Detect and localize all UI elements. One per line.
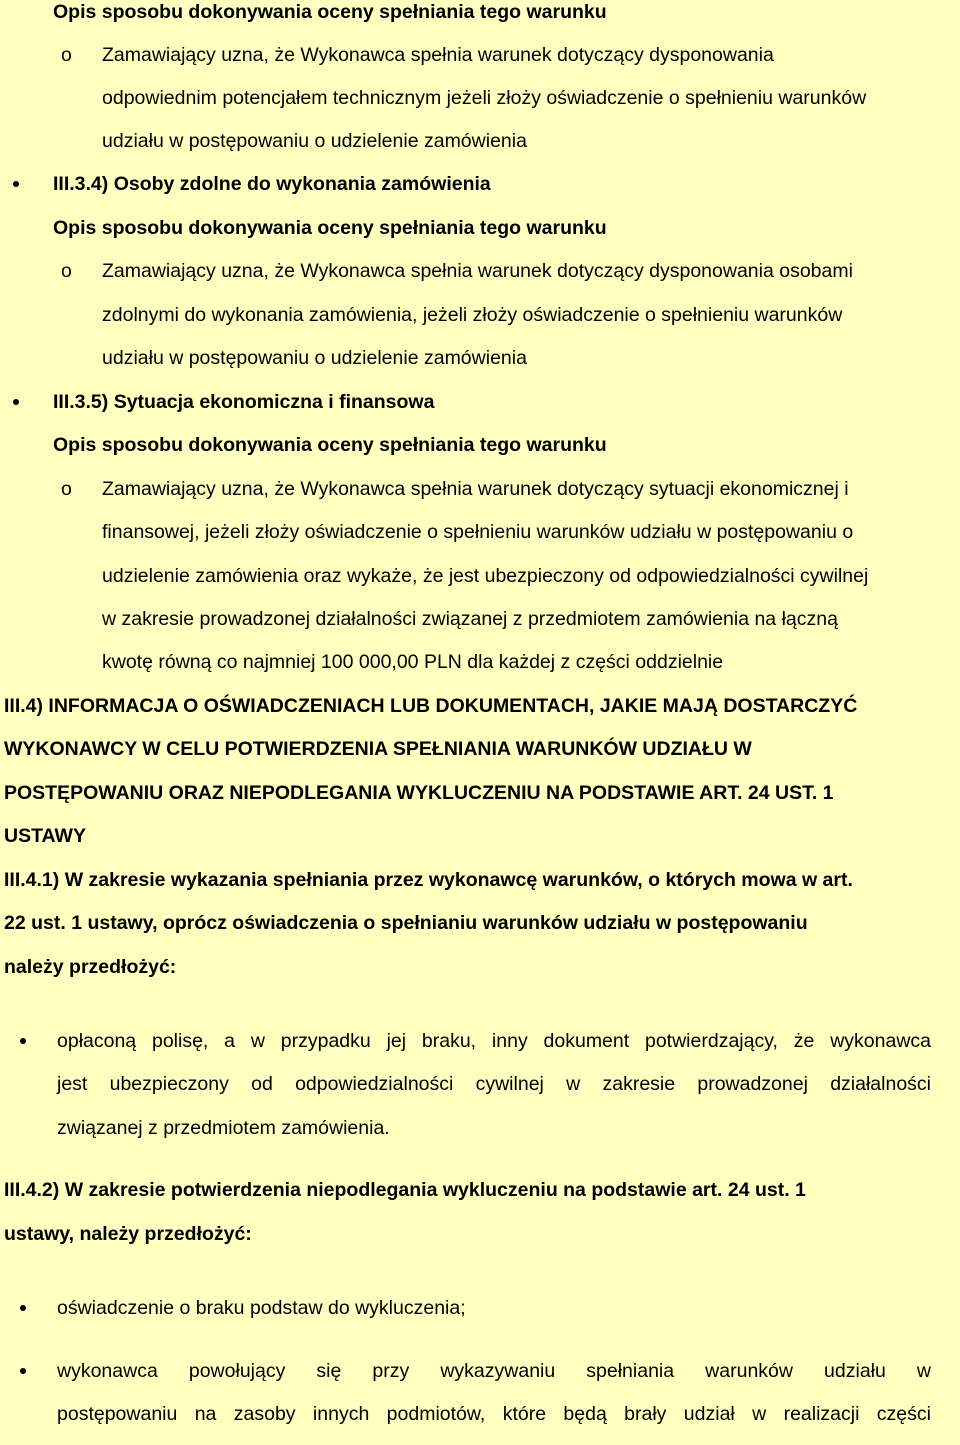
circle-bullet-icon: o bbox=[61, 260, 72, 282]
paragraph-line: kwotę równą co najmniej 100 000,00 PLN dla każdej z części oddzielnie bbox=[102, 651, 724, 673]
paragraph-line: Zamawiający uzna, że Wykonawca spełnia warunek dotyczący sytuacji ekonomicznej i bbox=[102, 478, 849, 500]
subsection-heading: III.4.1) W zakresie wykazania spełniania przez wykonawcę warunków, o których mowa w art. bbox=[4, 869, 853, 891]
paragraph-line: odpowiednim potencjałem technicznym jeżeli złoży oświadczenie o spełnieniu warunków bbox=[102, 87, 867, 109]
paragraph-line: zdolnymi do wykonania zamówienia, jeżeli złoży oświadczenie o spełnieniu warunków bbox=[102, 304, 843, 326]
subsection-heading: 22 ust. 1 ustawy, oprócz oświadczenia o spełnianiu warunków udziału w postępowaniu bbox=[4, 912, 808, 934]
paragraph-line: udzielenie zamówienia oraz wykaże, że jest ubezpieczony od odpowiedzialności cywilnej bbox=[102, 565, 869, 587]
section-title: III.3.5) Sytuacja ekonomiczna i finansowa bbox=[53, 391, 435, 413]
paragraph-line: Zamawiający uzna, że Wykonawca spełnia warunek dotyczący dysponowania bbox=[102, 44, 774, 66]
section-heading: III.4) INFORMACJA O OŚWIADCZENIACH LUB DOKUMENTACH, JAKIE MAJĄ DOSTARCZYĆ bbox=[4, 695, 858, 717]
paragraph-line: opłaconą polisę, a w przypadku jej braku, inny dokument potwierdzający, że wykonawca bbox=[57, 1030, 931, 1052]
paragraph-line: udziału w postępowaniu o udzielenie zamówienia bbox=[102, 130, 527, 152]
paragraph-line: jest ubezpieczony od odpowiedzialności cywilnej w zakresie prowadzonej działalności bbox=[57, 1073, 931, 1095]
section-heading: USTAWY bbox=[4, 825, 86, 847]
paragraph-line: Zamawiający uzna, że Wykonawca spełnia warunek dotyczący dysponowania osobami bbox=[102, 260, 853, 282]
list-item bbox=[57, 1359, 931, 1445]
paragraph-line: finansowej, jeżeli złoży oświadczenie o spełnieniu warunków udziału w postępowaniu o bbox=[102, 521, 854, 543]
section-heading: WYKONAWCY W CELU POTWIERDZENIA SPEŁNIANIA WARUNKÓW UDZIAŁU W bbox=[4, 738, 752, 760]
subsection-heading: ustawy, należy przedłożyć: bbox=[4, 1223, 252, 1245]
paragraph-line: udziału w postępowaniu o udzielenie zamówienia bbox=[102, 347, 527, 369]
bullet-icon bbox=[13, 181, 19, 187]
list-item bbox=[57, 1029, 931, 1115]
paragraph-line: wykonawca powołujący się przy wykazywaniu spełniania warunków udziału w bbox=[57, 1360, 931, 1382]
assessment-heading: Opis sposobu dokonywania oceny spełniania tego warunku bbox=[53, 1, 607, 23]
section-title: III.3.4) Osoby zdolne do wykonania zamówienia bbox=[53, 173, 491, 195]
subsection-heading: należy przedłożyć: bbox=[4, 956, 177, 978]
section-heading: POSTĘPOWANIU ORAZ NIEPODLEGANIA WYKLUCZENIU NA PODSTAWIE ART. 24 UST. 1 bbox=[4, 782, 834, 804]
paragraph-line: postępowaniu na zasoby innych podmiotów, które będą brały udział w realizacji części bbox=[57, 1403, 931, 1425]
assessment-heading: Opis sposobu dokonywania oceny spełniania tego warunku bbox=[53, 217, 607, 239]
bullet-icon bbox=[20, 1305, 26, 1311]
assessment-heading: Opis sposobu dokonywania oceny spełniania tego warunku bbox=[53, 434, 607, 456]
list-item: oświadczenie o braku podstaw do wykluczenia; bbox=[57, 1297, 466, 1319]
bullet-icon bbox=[20, 1038, 26, 1044]
circle-bullet-icon: o bbox=[61, 44, 72, 66]
circle-bullet-icon: o bbox=[61, 478, 72, 500]
paragraph-line: w zakresie prowadzonej działalności związanej z przedmiotem zamówienia na łączną bbox=[102, 608, 838, 630]
bullet-icon bbox=[20, 1368, 26, 1374]
bullet-icon bbox=[13, 399, 19, 405]
subsection-heading: III.4.2) W zakresie potwierdzenia niepodlegania wykluczeniu na podstawie art. 24 ust. 1 bbox=[4, 1179, 806, 1201]
paragraph-line: związanej z przedmiotem zamówienia. bbox=[57, 1117, 390, 1139]
